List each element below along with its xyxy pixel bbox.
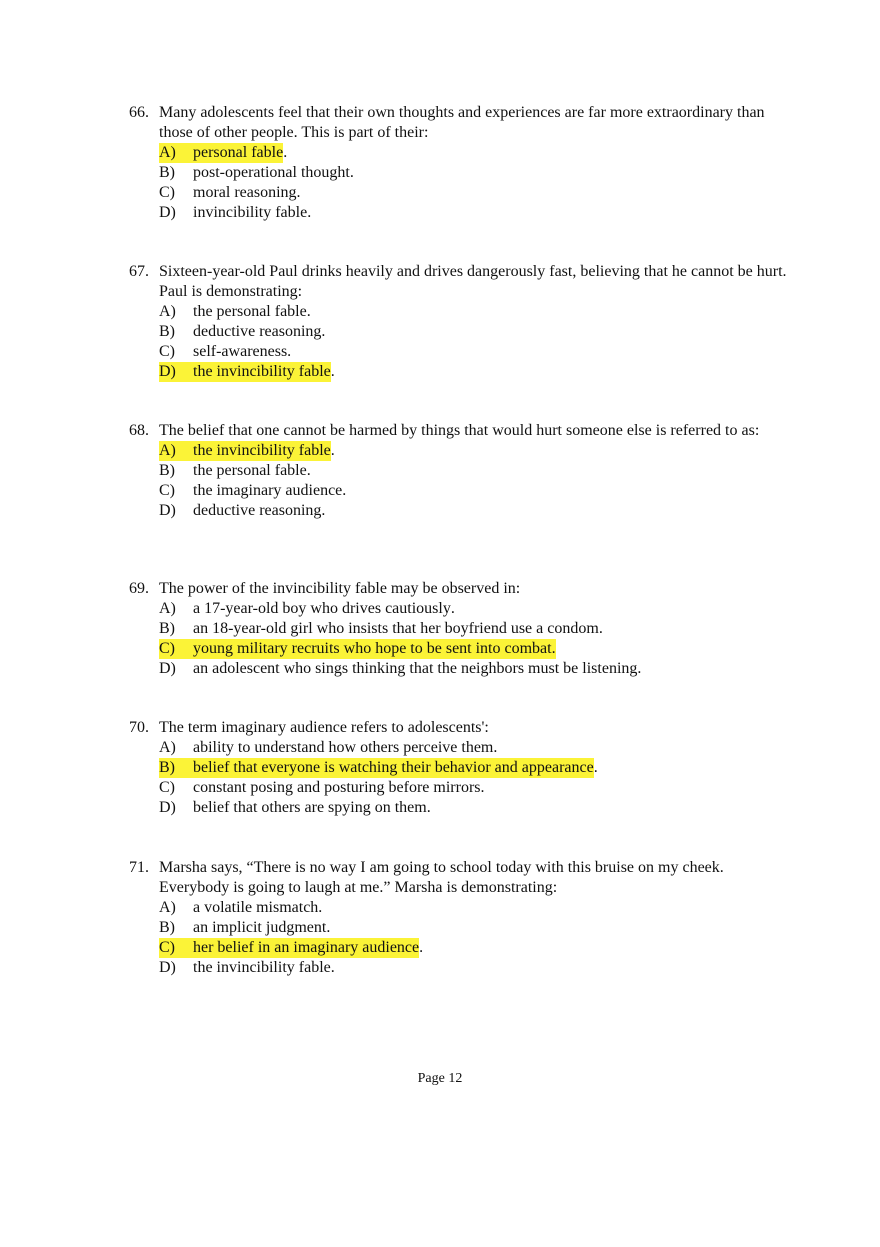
option-text: an adolescent who sings thinking that the neighbors must be listening [193,660,638,677]
option-suffix: . [306,303,311,320]
option-suffix: . [296,184,301,201]
options-list [159,143,789,223]
option-letter: A) [159,442,176,459]
option-text: an implicit judgment [193,919,327,936]
option-letter: B) [159,620,175,637]
option-a [159,738,789,758]
question-stem: Marsha says, “There is no way I am going to school today with this bruise on my cheek. Everybody is going to laugh at me.” Marsha is demonstrating: [159,859,724,896]
option-suffix: . [326,919,331,936]
option-suffix: . [321,323,326,340]
option-letter: C) [159,640,175,657]
option-letter: A) [159,600,176,617]
option-letter: C) [159,482,175,499]
option-letter: D) [159,660,176,677]
option-text: her belief in an imaginary audience [193,939,420,956]
option-suffix: . [321,502,326,519]
option-letter: B) [159,164,175,181]
option-letter: B) [159,759,175,776]
option-text: moral reasoning [193,184,297,201]
option-suffix: . [330,363,335,380]
options-list [159,738,789,818]
question-stem: The term imaginary audience refers to adolescents': [159,719,489,736]
option-letter: D) [159,799,176,816]
option-letter: D) [159,959,176,976]
option-d [159,798,789,818]
option-text: the personal fable [193,303,307,320]
option-text: young military recruits who hope to be sent into combat. [193,640,556,657]
option-d [159,203,789,223]
question-stem: Many adolescents feel that their own thoughts and experiences are far more extraordinary than those of other people. This is part of their: [159,104,765,141]
option-letter: A) [159,739,176,756]
option-letter: A) [159,303,176,320]
option-text: post-operational thought [193,164,350,181]
option-text: self-awareness [193,343,288,360]
option-letter: C) [159,779,175,796]
question-66 [129,103,789,223]
option-letter: C) [159,939,175,956]
option-d [159,501,789,521]
option-letter: C) [159,343,175,360]
option-text: a volatile mismatch [193,899,319,916]
option-suffix: . [593,759,598,776]
option-letter: B) [159,919,175,936]
question-number: 69. [129,580,149,597]
option-letter: B) [159,462,175,479]
option-letter: A) [159,144,176,161]
question-stem: The power of the invincibility fable may be observed in: [159,580,521,597]
options-list [159,302,789,382]
option-text: the invincibility fable [193,363,331,380]
option-letter: D) [159,502,176,519]
option-text: ability to understand how others perceive them [193,739,494,756]
option-text: the invincibility fable [193,442,331,459]
option-c [159,342,789,362]
question-number: 66. [129,104,149,121]
option-b [159,461,789,481]
question-70 [129,718,789,818]
option-text: deductive reasoning [193,323,322,340]
option-text: the personal fable [193,462,307,479]
option-suffix: . [493,739,498,756]
options-list [159,441,789,521]
page-number: Page 12 [417,1071,463,1086]
option-suffix: . [318,899,323,916]
question-stem: The belief that one cannot be harmed by things that would hurt someone else is referred to as: [159,422,760,439]
option-a [159,898,789,918]
option-suffix: . [637,660,642,677]
question-number: 67. [129,263,149,280]
option-suffix: . [283,144,288,161]
option-a [159,599,789,619]
option-suffix: . [330,959,335,976]
option-d [159,958,789,978]
option-text: the invincibility fable [193,959,331,976]
option-d [159,659,789,679]
option-b [159,322,789,342]
question-69 [129,579,789,679]
option-text: belief that everyone is watching their behavior and appearance [193,759,594,776]
question-number: 71. [129,859,149,876]
option-text: a 17-year-old boy who drives cautiously [193,600,451,617]
options-list [159,599,789,679]
option-letter: D) [159,363,176,380]
option-suffix: . [349,164,354,181]
option-suffix: . [330,442,335,459]
option-text: the imaginary audience [193,482,343,499]
option-letter: B) [159,323,175,340]
option-letter: D) [159,204,176,221]
option-letter: A) [159,899,176,916]
question-67 [129,262,789,382]
option-b [159,163,789,183]
option-text: an 18-year-old girl who insists that her boyfriend use a condom [193,620,599,637]
question-68 [129,421,789,521]
option-c [159,183,789,203]
option-letter: C) [159,184,175,201]
option-suffix: . [450,600,455,617]
option-d [159,362,789,382]
option-c [159,639,789,659]
option-suffix: . [419,939,424,956]
question-stem: Sixteen-year-old Paul drinks heavily and drives dangerously fast, believing that he cannot be hurt. Paul is demonstrating: [159,263,787,300]
option-b [159,758,789,778]
option-text: belief that others are spying on them [193,799,427,816]
option-b [159,619,789,639]
option-c [159,778,789,798]
option-b [159,918,789,938]
option-suffix: . [480,779,485,796]
option-a [159,143,789,163]
option-suffix: . [598,620,603,637]
option-text: deductive reasoning [193,502,322,519]
question-number: 68. [129,422,149,439]
option-a [159,441,789,461]
option-suffix: . [306,462,311,479]
option-c [159,481,789,501]
options-list [159,898,789,978]
question-71 [129,858,789,978]
option-suffix: . [426,799,431,816]
question-number: 70. [129,719,149,736]
option-suffix: . [307,204,312,221]
option-suffix: . [342,482,347,499]
option-text: invincibility fable [193,204,308,221]
option-suffix: . [287,343,292,360]
option-text: personal fable [193,144,284,161]
option-text: constant posing and posturing before mirrors [193,779,481,796]
option-a [159,302,789,322]
option-c [159,938,789,958]
